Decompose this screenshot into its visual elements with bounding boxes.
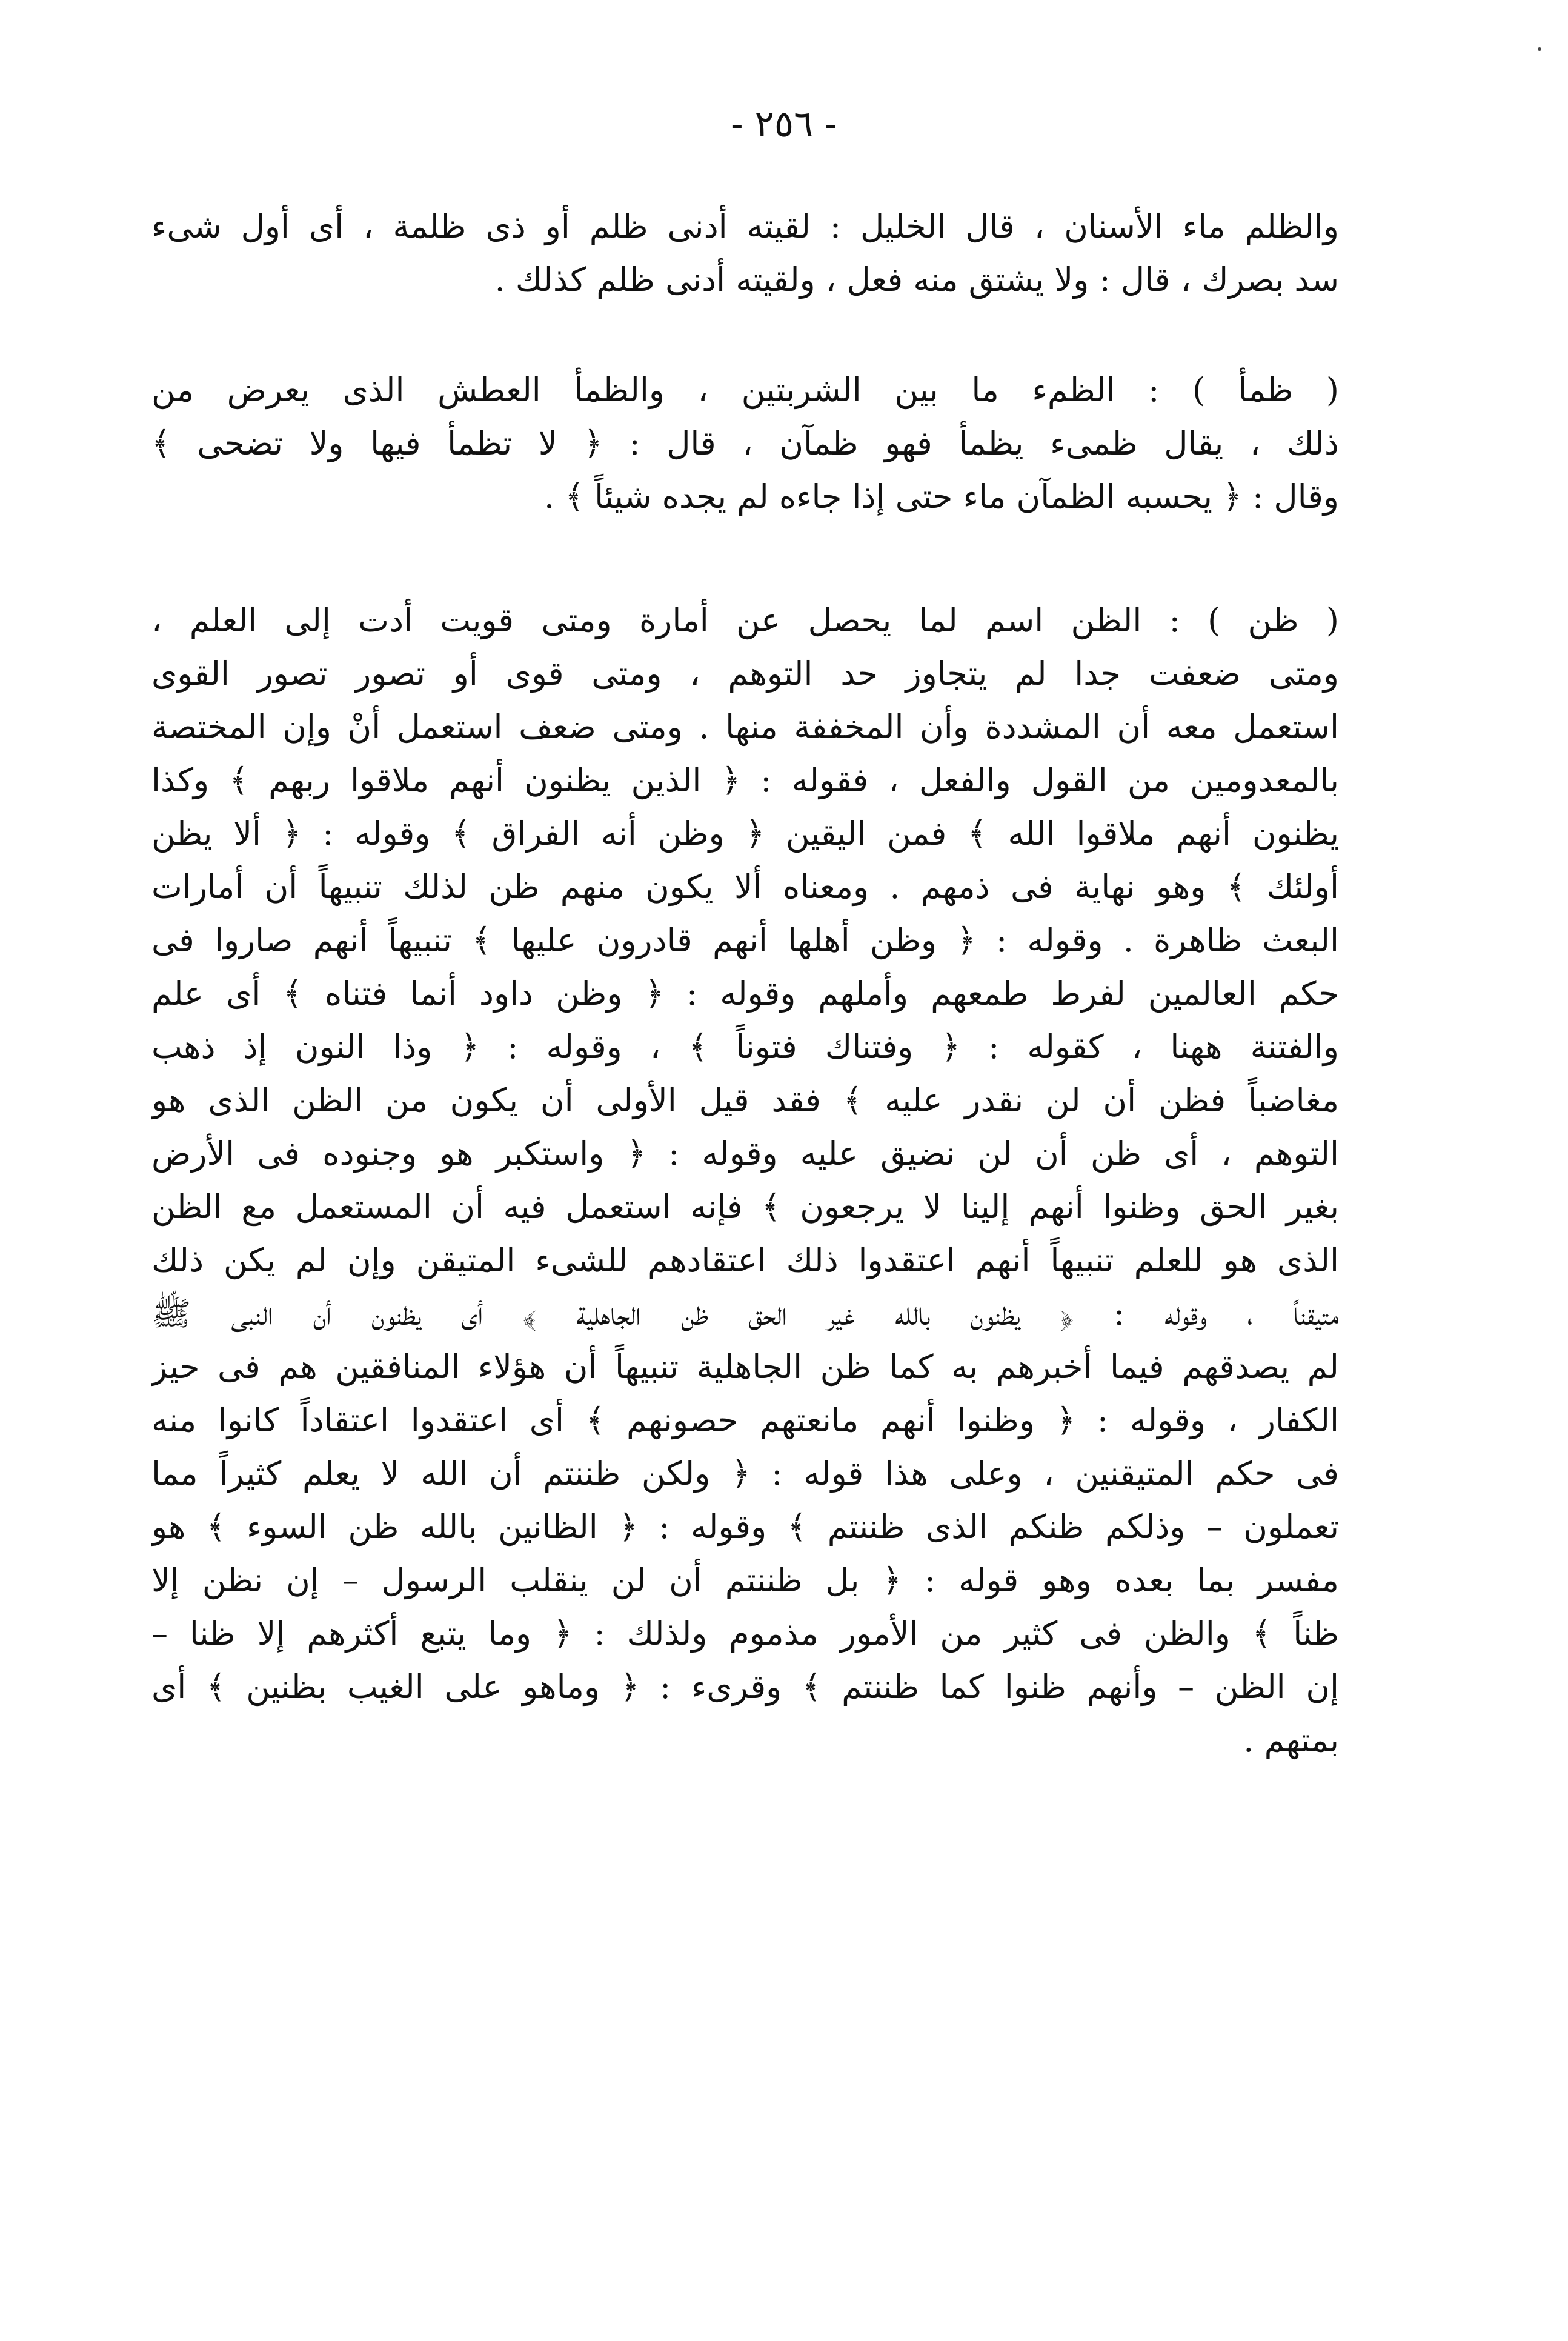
- text-line: ظناً ﴾ والظن فى كثير من الأمور مذموم ولذلك : ﴿ وما يتبع أكثرهم إلا ظنا –: [151, 1614, 1339, 1653]
- text-line: فى حكم المتيقنين ، وعلى هذا قوله : ﴿ ولكن ظننتم أن الله لا يعلم كثيراً مما: [151, 1454, 1339, 1493]
- text-line: حكم العالمين لفرط طمعهم وأملهم وقوله : ﴿ وظن داود أنما فتناه ﴾ أى علم: [151, 974, 1339, 1013]
- paragraph-zulm: [151, 200, 1339, 307]
- text-line: بمتهم .: [1243, 1721, 1339, 1759]
- paragraph-zama: [151, 364, 1339, 524]
- text-line: ذلك ، يقال ظمىء يظمأ فهو ظمآن ، قال : ﴿ لا تظمأ فيها ولا تضحى ﴾: [151, 424, 1339, 462]
- text-line: سد بصرك ، قال : ولا يشتق منه فعل ، ولقيته أدنى ظلم كذلك .: [494, 261, 1339, 299]
- text-line: الكفار ، وقوله : ﴿ وظنوا أنهم مانعتهم حصونهم ﴾ أى اعتقدوا اعتقاداً كانوا منه: [151, 1401, 1339, 1439]
- text-line: تعملون – وذلكم ظنكم الذى ظننتم ﴾ وقوله : ﴿ الظانين بالله ظن السوء ﴾ هو: [151, 1508, 1339, 1546]
- text-line: إن الظن – وأنهم ظنوا كما ظننتم ﴾ وقرىء : ﴿ وماهو على الغيب بظنين ﴾ أى: [151, 1668, 1339, 1706]
- text-line: متيقناً ، وقوله : ﴿ يظنون بالله غير الحق ظن الجاهلية ﴾ أى يظنون أن النبى ﷺ: [151, 1294, 1339, 1333]
- text-line: البعث ظاهرة . وقوله : ﴿ وظن أهلها أنهم قادرون عليها ﴾ تنبيهاً أنهم صاروا فى: [151, 921, 1339, 959]
- text-line: مفسر بما بعده وهو قوله : ﴿ بل ظننتم أن لن ينقلب الرسول – إن نظن إلا: [151, 1561, 1339, 1599]
- text-line: والظلم ماء الأسنان ، قال الخليل : لقيته أدنى ظلم أو ذى ظلمة ، أى أول شىء: [151, 207, 1339, 245]
- text-line: الذى هو للعلم تنبيهاً أنهم اعتقدوا ذلك اعتقادهم للشىء المتيقن وإن لم يكن ذلك: [151, 1241, 1339, 1279]
- text-line: والفتنة ههنا ، كقوله : ﴿ وفتناك فتوناً ﴾ ، وقوله : ﴿ وذا النون إذ ذهب: [151, 1028, 1339, 1066]
- text-line: استعمل معه أن المشددة وأن المخففة منها . ومتى ضعف استعمل أنْ وإن المختصة: [151, 708, 1339, 746]
- text-line: مغاضباً فظن أن لن نقدر عليه ﴾ فقد قيل الأولى أن يكون من الظن الذى هو: [151, 1081, 1339, 1119]
- text-line: لم يصدقهم فيما أخبرهم به كما ظن الجاهلية تنبيهاً أن هؤلاء المنافقين هم فى حيز: [151, 1348, 1339, 1386]
- text-line: بالمعدومين من القول والفعل ، فقوله : ﴿ الذين يظنون أنهم ملاقوا ربهم ﴾ وكذا: [151, 761, 1339, 799]
- scan-speck: [1538, 47, 1541, 51]
- text-line: يظنون أنهم ملاقوا الله ﴾ فمن اليقين ﴿ وظن أنه الفراق ﴾ وقوله : ﴿ ألا يظن: [151, 814, 1339, 853]
- paragraph-zann: [151, 594, 1339, 1767]
- text-line: التوهم ، أى ظن أن لن نضيق عليه وقوله : ﴿ واستكبر هو وجنوده فى الأرض: [151, 1134, 1339, 1173]
- text-line: وقال : ﴿ يحسبه الظمآن ماء حتى إذا جاءه لم يجده شيئاً ﴾ .: [544, 478, 1339, 516]
- text-line: ( ظمأ ) : الظمء ما بين الشربتين ، والظمأ العطش الذى يعرض من: [151, 371, 1339, 409]
- page-number: - ٢٥٦ -: [731, 103, 837, 145]
- text-line: أولئك ﴾ وهو نهاية فى ذمهم . ومعناه ألا يكون منهم ظن لذلك تنبيهاً أن أمارات: [151, 868, 1339, 906]
- text-line: ومتى ضعفت جدا لم يتجاوز حد التوهم ، ومتى قوى أو تصور تصور القوى: [151, 654, 1339, 693]
- text-line: بغير الحق وظنوا أنهم إلينا لا يرجعون ﴾ فإنه استعمل فيه أن المستعمل مع الظن: [151, 1188, 1339, 1226]
- text-line: ( ظن ) : الظن اسم لما يحصل عن أمارة ومتى قويت أدت إلى العلم ،: [151, 601, 1339, 639]
